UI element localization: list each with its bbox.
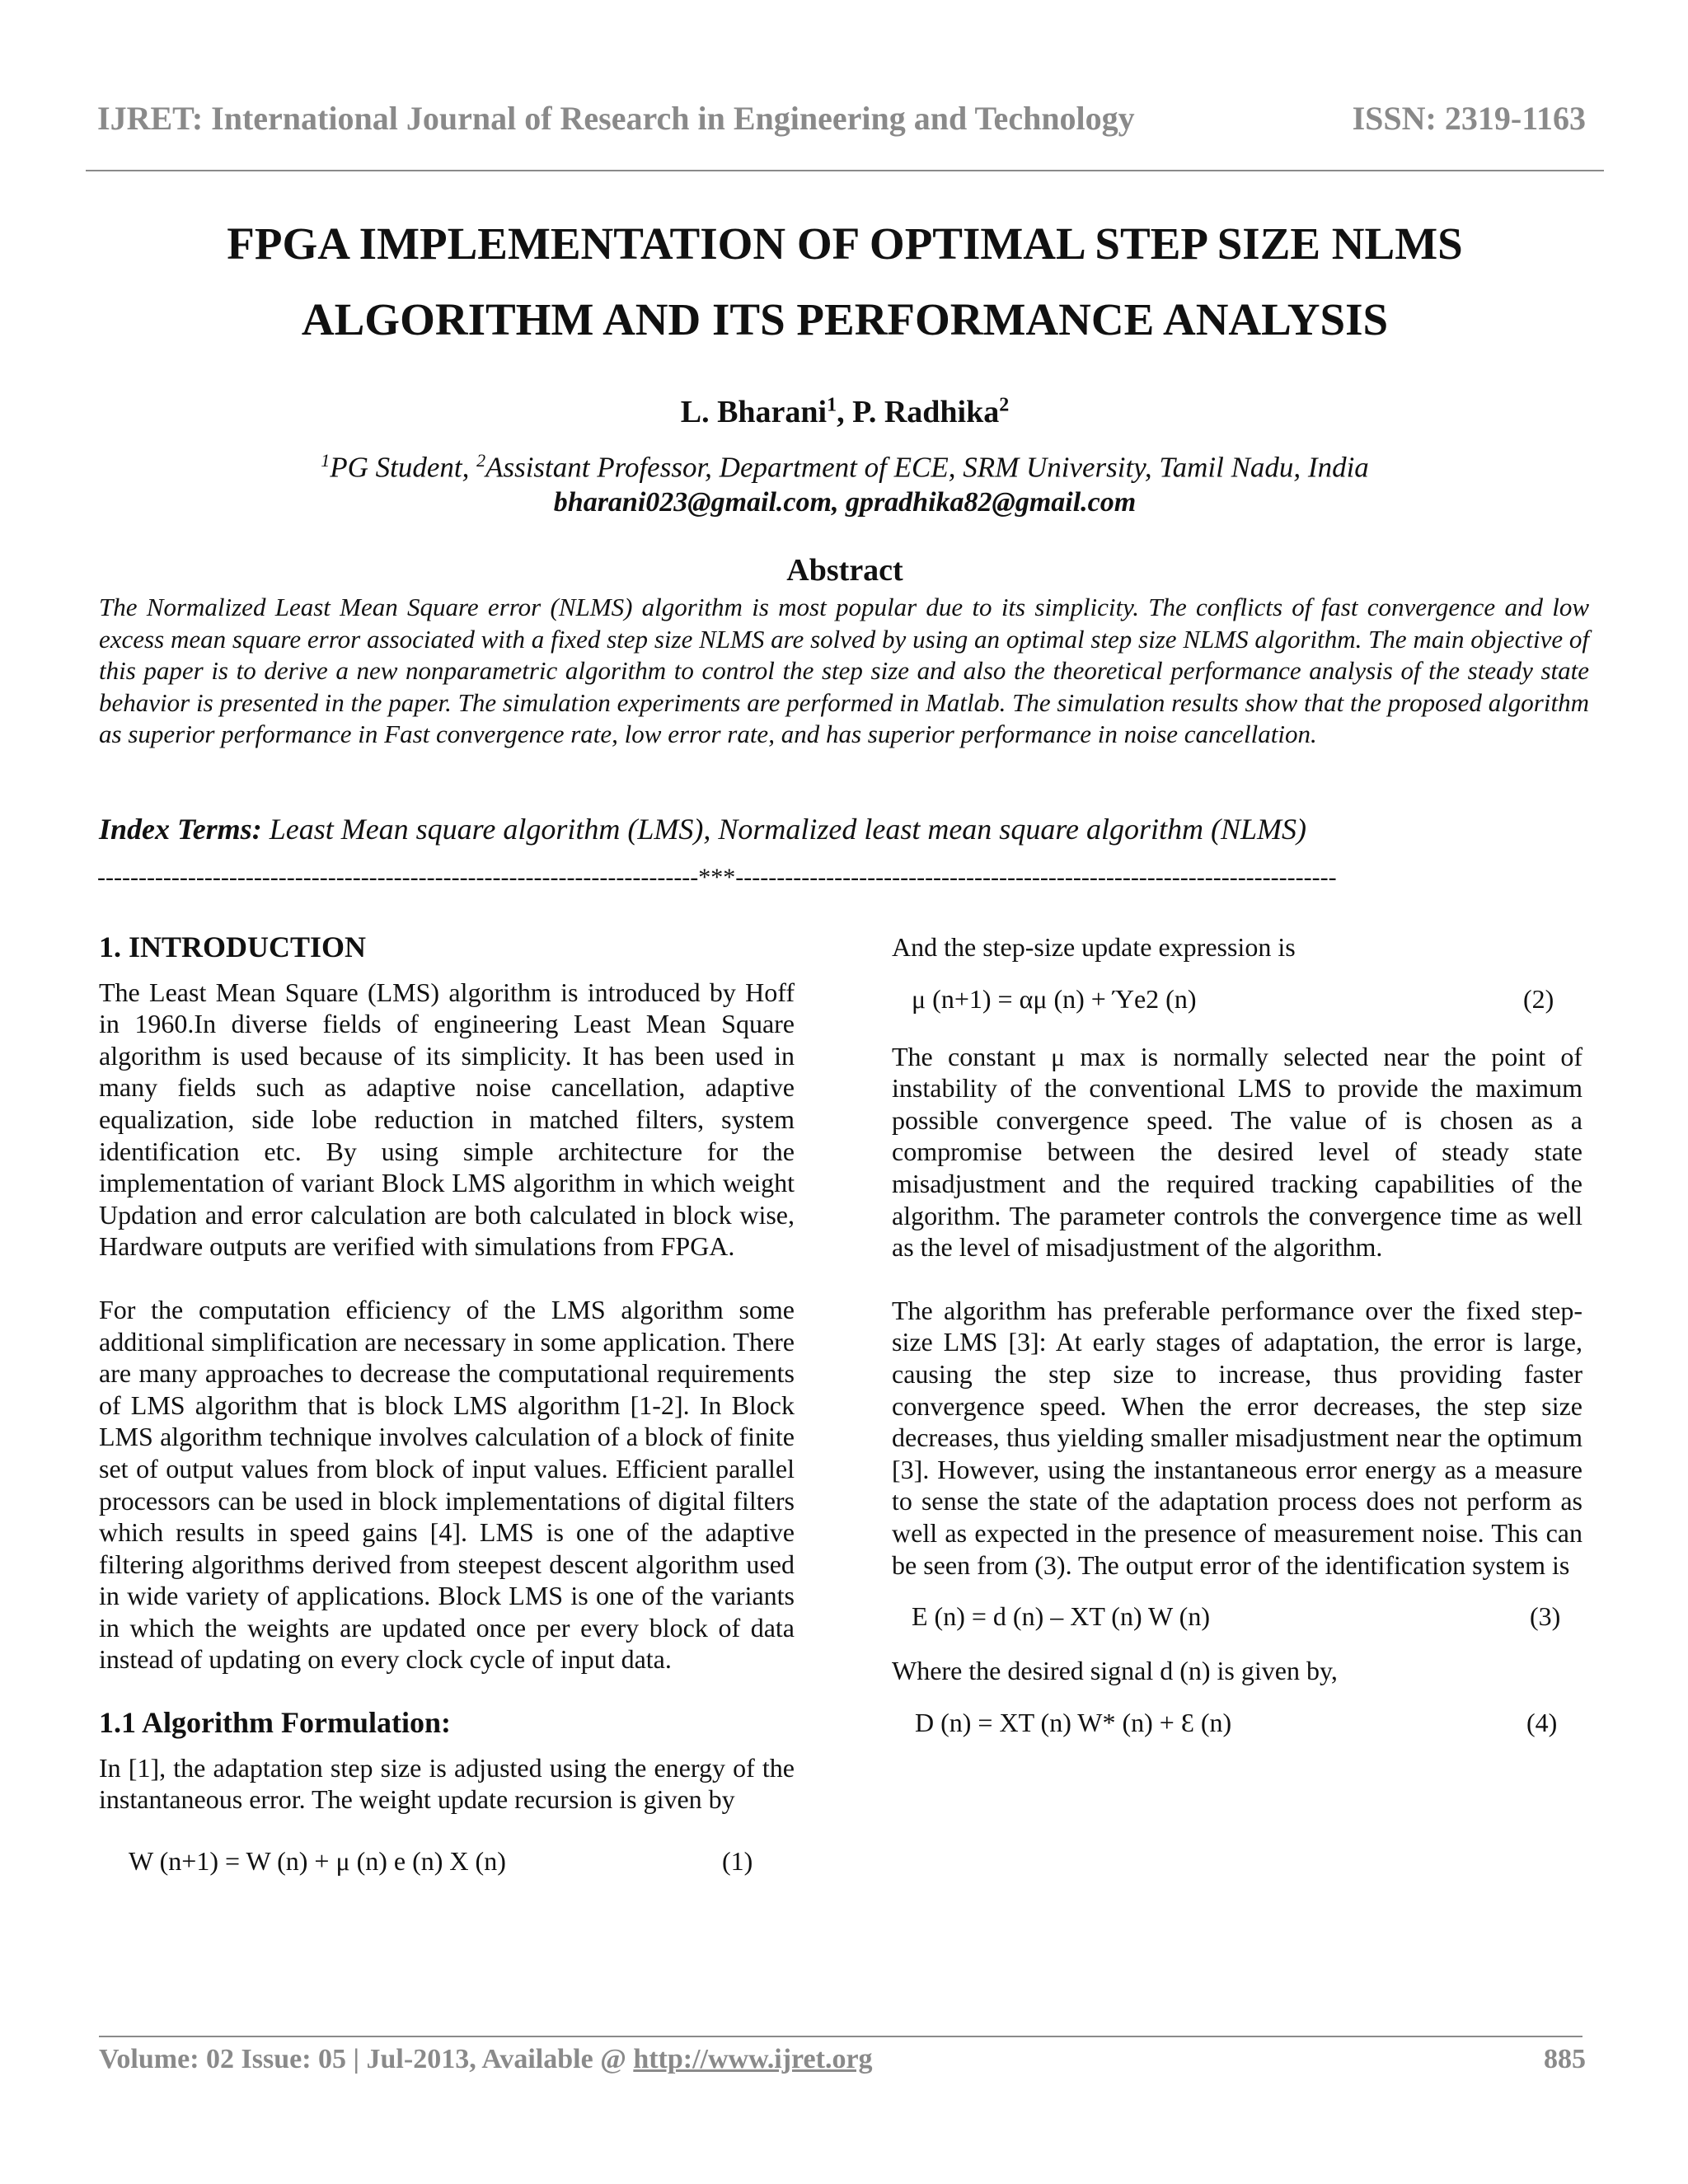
author-separator: , (837, 395, 853, 429)
equation-2-text: μ (n+1) = αμ (n) + Ύe2 (n) (912, 983, 1197, 1014)
affil-part-1: PG Student, (330, 451, 477, 484)
author-1-affil-mark: 1 (827, 394, 837, 416)
step-size-intro: And the step-size update expression is (892, 932, 1296, 962)
footer-divider (99, 2036, 1582, 2037)
affil-mark-1: 1 (321, 450, 331, 471)
equation-3-text: E (n) = d (n) – XT (n) W (n) (912, 1601, 1210, 1632)
introduction-heading: 1. INTRODUCTION (99, 930, 367, 963)
equation-1 (99, 1845, 795, 1882)
header-divider (86, 170, 1604, 171)
abstract-heading: Abstract (786, 553, 903, 588)
title-line-2: ALGORITHM AND ITS PERFORMANCE ANALYSIS (301, 294, 1389, 344)
equation-2-number: (2) (1523, 983, 1554, 1014)
index-terms-label: Index Terms: (99, 813, 262, 846)
index-terms (99, 812, 1589, 846)
affil-mark-2: 2 (476, 450, 486, 471)
right-paragraph-4: Where the desired signal d (n) is given by, (892, 1656, 1338, 1686)
author-1: L. Bharani (680, 395, 828, 429)
equation-2 (892, 983, 1582, 1019)
equation-4 (892, 1707, 1582, 1743)
paper-title (86, 206, 1604, 358)
equation-4-text: D (n) = XT (n) W* (n) + Ɛ (n) (915, 1707, 1232, 1737)
author-2: P. Radhika (852, 395, 1000, 429)
equation-3-number: (3) (1530, 1601, 1561, 1632)
equation-1-number: (1) (722, 1845, 753, 1876)
index-terms-text: Least Mean square algorithm (LMS), Normalized least mean square algorithm (NLMS) (261, 813, 1306, 846)
footer-citation (99, 2044, 873, 2075)
intro-paragraph-2: For the computation efficiency of the LMS algorithm some additional simplification are necessary in some application. There are many approaches to decrease the computational requirements of LMS algorithm that is block LMS algorithm [1-2]. In Block LMS algorithm technique involves calculation of a block of finite set of output values from block of input values. Efficient parallel processors can be used in block implementations of digital filters which results in speed gains [4]. LMS is one of the adaptive filtering algorithms derived from steepest descent algorithm used in wide variety of applications. Block LMS is one of the variants in which the weights are updated once per every block of data instead of updating on every clock cycle of input data. (99, 1294, 795, 1675)
journal-url-link[interactable]: http://www.ijret.org (633, 2044, 873, 2074)
author-emails: bharani023@gmail.com, gpradhika82@gmail.com (553, 487, 1137, 518)
equation-4-number: (4) (1526, 1707, 1558, 1737)
right-column (892, 931, 1582, 1743)
right-paragraph-3: The algorithm has preferable performance over the fixed step-size LMS [3]: At early stages of adaptation, the error is large, causing the step size to increase, thus providing faster convergence speed. When the error decreases, the step size decreases, thus yielding smaller misadjustment near the optimum [3]. However, using the instantaneous error energy as a measure to sense the state of the adaptation process does not perform as well as expected in the presence of measurement noise. This can be seen from (3). The output error of the identification system is (892, 1295, 1582, 1580)
journal-name: IJRET: International Journal of Research in Engineering and Technology (97, 100, 1135, 137)
left-column (99, 931, 795, 1882)
affil-part-2: Assistant Professor, Department of ECE, SRM University, Tamil Nadu, India (485, 451, 1369, 484)
right-paragraph-2: The constant μ max is normally selected near the point of instability of the conventional LMS to provide the maximum possible convergence speed. The value of is chosen as a compromise between the desired level of steady state misadjustment and the required tracking capabilities of the algorithm. The parameter controls the convergence time as well as the level of misadjustment of the algorithm. (892, 1041, 1582, 1263)
authors (86, 394, 1604, 430)
section-separator: -------------------------------------------------------------------------***------------------------------------------------------------------------- (97, 864, 1337, 891)
issn: ISSN: 2319-1163 (1352, 100, 1586, 137)
footer-volume: Volume: 02 Issue: 05 | Jul-2013, Available @ (99, 2044, 634, 2074)
equation-3 (892, 1601, 1582, 1637)
affiliation (86, 450, 1604, 485)
algorithm-paragraph-1: In [1], the adaptation step size is adjusted using the energy of the instantaneous error. The weight update recursion is given by (99, 1752, 795, 1815)
intro-paragraph-1: The Least Mean Square (LMS) algorithm is introduced by Hoff in 1960.In diverse fields of engineering Least Mean Square algorithm is used because of its simplicity. It has been used in many fields such as adaptive noise cancellation, adaptive equalization, side lobe reduction in matched filters, system identification etc. By using simple architecture for the implementation of variant Block LMS algorithm in which weight Updation and error calculation are both calculated in block wise, Hardware outputs are verified with simulations from FPGA. (99, 977, 795, 1262)
author-2-affil-mark: 2 (999, 394, 1010, 416)
abstract-body: The Normalized Least Mean Square error (NLMS) algorithm is most popular due to its simplicity. The conflicts of fast convergence and low excess mean square error associated with a fixed step size NLMS are solved by using an optimal step size NLMS algorithm. The main objective of this paper is to derive a new nonparametric algorithm to control the step size and also the theoretical performance analysis of the steady state behavior is presented in the paper. The simulation experiments are performed in Matlab. The simulation results show that the proposed algorithm as superior performance in Fast convergence rate, low error rate, and has superior performance in noise cancellation. (99, 593, 1589, 749)
algorithm-formulation-heading: 1.1 Algorithm Formulation: (99, 1706, 451, 1740)
title-line-1: FPGA IMPLEMENTATION OF OPTIMAL STEP SIZE NLMS (227, 218, 1463, 269)
page-number: 885 (1544, 2044, 1586, 2074)
equation-1-text: W (n+1) = W (n) + μ (n) e (n) X (n) (129, 1845, 506, 1876)
